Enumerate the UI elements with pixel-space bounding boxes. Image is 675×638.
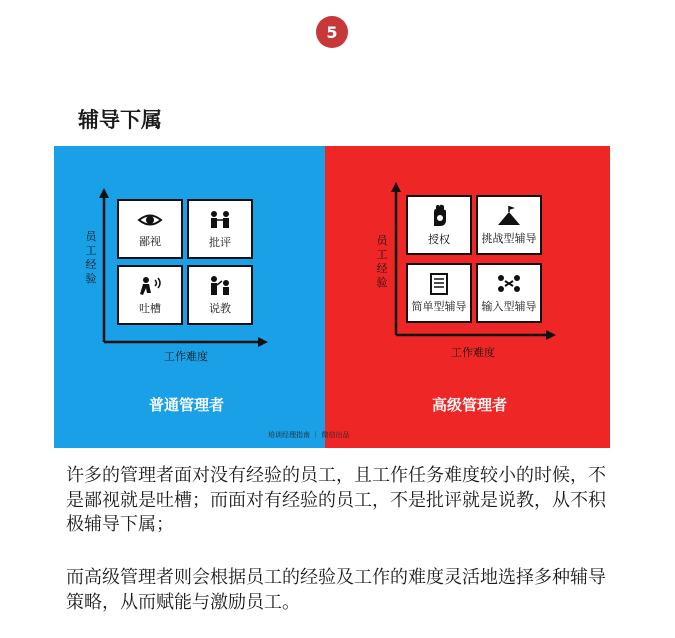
cell-label: 说教	[209, 301, 231, 315]
hand-icon	[428, 204, 450, 228]
ordinary-manager-panel	[54, 146, 325, 448]
eye-icon	[137, 210, 163, 230]
cell-simple-coaching	[406, 263, 472, 323]
cell-label: 吐槽	[139, 301, 161, 315]
cell-label: 授权	[428, 232, 450, 246]
x-axis-label: 工作难度	[451, 346, 495, 359]
panel-caption: 普通管理者	[149, 396, 225, 414]
section-title: 辅导下属	[78, 108, 162, 132]
cell-challenge-coaching	[476, 195, 542, 255]
cell-label: 挑战型辅导	[481, 231, 537, 245]
lecturing-people-icon	[207, 275, 233, 297]
team-exchange-icon	[496, 273, 522, 295]
y-axis-label: 员工经验	[376, 234, 388, 289]
cell-label: 输入型辅导	[481, 299, 537, 313]
paragraph-2: 而高级管理者则会根据员工的经验及工作的难度灵活地选择多种辅导策略，从而赋能与激励员工。	[66, 567, 606, 613]
cell-criticize	[187, 199, 253, 259]
panel-caption: 高级管理者	[432, 396, 508, 414]
y-axis-label: 员工经验	[85, 230, 97, 285]
cell-label: 鄙视	[139, 234, 161, 248]
cell-disdain	[117, 199, 183, 259]
senior-manager-panel	[325, 146, 610, 448]
document-icon	[429, 273, 449, 295]
cell-delegate	[406, 195, 472, 255]
cell-lecture	[187, 265, 253, 325]
x-axis-label: 工作难度	[164, 350, 208, 363]
cell-label: 批评	[209, 235, 231, 249]
paragraph-1: 许多的管理者面对没有经验的员工，且工作任务难度较小的时候，不是鄙视就是吐槽；而面对有经验的员工，不是批评就是说教，从不积极辅导下属；	[66, 465, 606, 535]
cell-input-coaching	[476, 263, 542, 323]
shouting-person-icon	[137, 275, 163, 297]
arguing-people-icon	[207, 209, 233, 231]
watermark: 培训经理指南 ｜ 微信出品	[268, 431, 350, 439]
cell-complain	[117, 265, 183, 325]
step-number-badge: 5	[316, 16, 348, 48]
cell-label: 简单型辅导	[411, 299, 467, 313]
mountain-flag-icon	[496, 205, 522, 227]
